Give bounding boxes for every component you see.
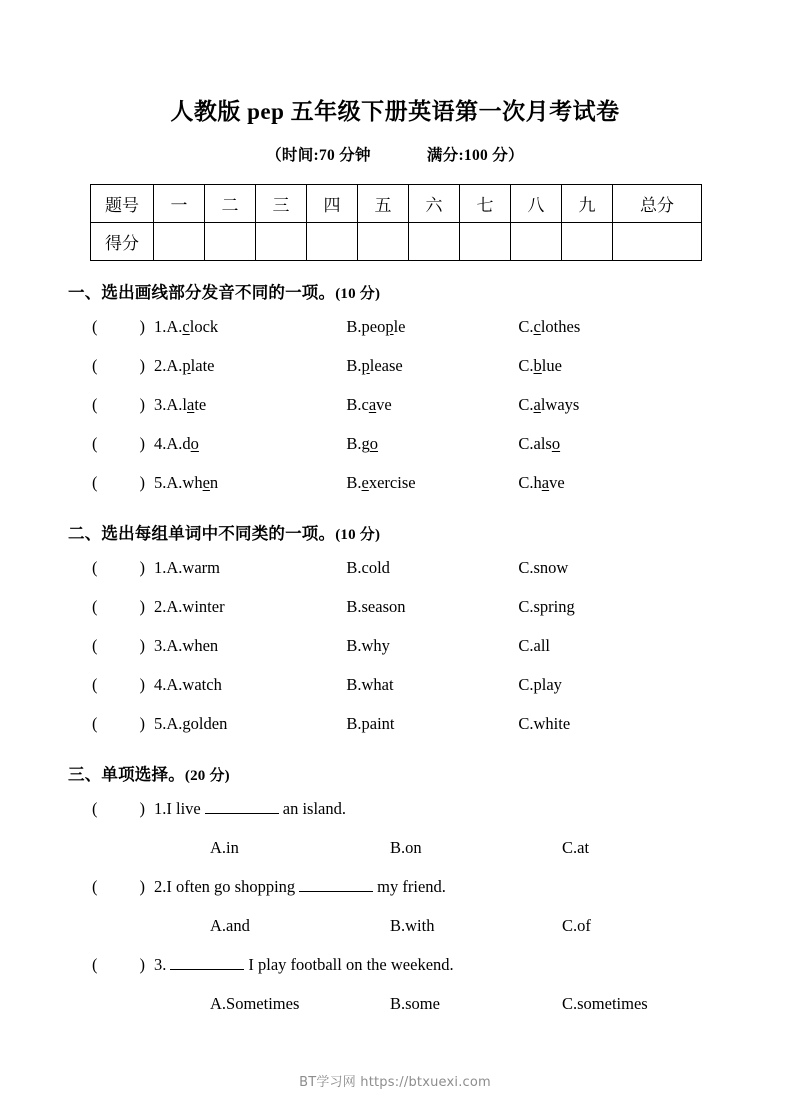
score-cell-5[interactable]	[358, 222, 409, 260]
option-a-post: lock	[189, 316, 219, 336]
option-a[interactable]: A.golden	[166, 713, 228, 733]
option-b-pre: B.	[346, 472, 362, 492]
question-row[interactable]	[48, 548, 742, 587]
option-a-pre: A.l	[166, 394, 187, 414]
answer-bracket[interactable]: ( )	[92, 355, 145, 375]
option-a[interactable]	[166, 385, 346, 424]
option-c[interactable]: C.spring	[518, 596, 575, 616]
section-three-heading	[48, 761, 742, 785]
option-a-underlined: p	[182, 355, 191, 375]
exam-time: （时间:70 分钟	[266, 146, 371, 164]
score-table-header-total: 总分	[613, 184, 702, 222]
question-row[interactable]	[48, 626, 742, 665]
answer-bracket[interactable]: ( )	[92, 394, 145, 414]
option-b[interactable]: B.paint	[346, 713, 395, 733]
option-a[interactable]	[166, 346, 346, 385]
option-b[interactable]: B.with	[390, 915, 435, 935]
option-a-post: te	[194, 394, 207, 414]
exam-total-score: 满分:100 分）	[426, 146, 524, 164]
option-c-pre: C.als	[518, 433, 552, 453]
option-a[interactable]: A.and	[210, 915, 250, 935]
option-a[interactable]: A.watch	[166, 674, 222, 694]
question-number: 1.	[154, 316, 167, 336]
score-table-header-2: 二	[205, 184, 256, 222]
option-c[interactable]	[518, 385, 579, 424]
option-a[interactable]: A.winter	[166, 596, 225, 616]
section-two-title: 二、选出每组单词中不同类的一项。	[68, 523, 336, 543]
option-c-underlined: a	[541, 472, 550, 492]
score-table-header-6: 六	[409, 184, 460, 222]
score-cell-total[interactable]	[613, 222, 702, 260]
answer-bracket[interactable]: ( )	[92, 316, 145, 336]
question-row[interactable]	[48, 463, 742, 502]
question-row[interactable]	[48, 385, 742, 424]
option-c[interactable]: C.play	[518, 674, 562, 694]
option-a[interactable]	[166, 424, 346, 463]
option-b[interactable]: B.cold	[346, 557, 390, 577]
option-c[interactable]: C.of	[562, 915, 591, 935]
question-number: 5.	[154, 713, 167, 733]
option-c[interactable]	[518, 463, 564, 502]
score-cell-6[interactable]	[409, 222, 460, 260]
option-b-pre: B.peo	[346, 316, 386, 336]
section-two	[48, 520, 742, 743]
section-three-points: (20 分)	[184, 767, 230, 784]
answer-bracket[interactable]: ( )	[92, 876, 145, 896]
option-b[interactable]	[346, 307, 518, 346]
answer-bracket[interactable]: ( )	[92, 798, 145, 818]
score-cell-4[interactable]	[307, 222, 358, 260]
option-a[interactable]: A.in	[210, 837, 239, 857]
question-number: 5.	[154, 472, 167, 492]
option-b-post: le	[393, 316, 406, 336]
option-b[interactable]: B.on	[390, 837, 422, 857]
answer-bracket[interactable]: ( )	[92, 954, 145, 974]
score-cell-9[interactable]	[562, 222, 613, 260]
question-stem-pre: I often go shopping	[166, 876, 296, 896]
score-table-row-label-question: 题号	[91, 184, 154, 222]
option-c[interactable]: C.snow	[518, 557, 569, 577]
option-b[interactable]: B.why	[346, 635, 390, 655]
option-a-underlined: a	[187, 394, 195, 414]
option-a-post: late	[190, 355, 215, 375]
option-c[interactable]: C.all	[518, 635, 550, 655]
option-b[interactable]	[346, 463, 518, 502]
option-b[interactable]: B.what	[346, 674, 394, 694]
option-a-post: n	[209, 472, 219, 492]
section-three-title: 三、单项选择。	[68, 764, 185, 784]
option-a-pre: A.wh	[166, 472, 203, 492]
question-stem-post: I play football on the weekend.	[248, 954, 454, 974]
option-b-post: ve	[376, 394, 392, 414]
table-row-question-numbers	[91, 184, 702, 222]
answer-bracket[interactable]: ( )	[92, 674, 145, 694]
answer-blank[interactable]	[299, 877, 373, 892]
option-c-pre: C.	[518, 355, 534, 375]
option-c-underlined: b	[533, 355, 542, 375]
option-c-underlined: c	[533, 316, 541, 336]
option-b-pre: B.c	[346, 394, 369, 414]
option-b-underlined: e	[361, 472, 369, 492]
option-c-underlined: a	[533, 394, 541, 414]
question-number: 4.	[154, 433, 167, 453]
option-a-pre: A.d	[166, 433, 191, 453]
option-b-post: lease	[369, 355, 403, 375]
question-stem-row[interactable]	[48, 867, 742, 906]
question-number: 1.	[154, 798, 167, 818]
option-c-post: lothes	[540, 316, 581, 336]
score-table-header-3: 三	[256, 184, 307, 222]
question-number: 3.	[154, 394, 167, 414]
option-c[interactable]: C.sometimes	[562, 993, 648, 1013]
option-b[interactable]: B.some	[390, 993, 440, 1013]
option-c-pre: C.h	[518, 472, 542, 492]
score-table-header-9: 九	[562, 184, 613, 222]
answer-bracket[interactable]: ( )	[92, 596, 145, 616]
question-options-row[interactable]	[48, 828, 742, 867]
option-b-post: xercise	[368, 472, 416, 492]
score-cell-1[interactable]	[154, 222, 205, 260]
question-stem-pre: I live	[166, 798, 201, 818]
score-cell-8[interactable]	[511, 222, 562, 260]
section-one	[48, 279, 742, 502]
answer-blank[interactable]	[170, 955, 244, 970]
option-a[interactable]: A.when	[166, 635, 219, 655]
section-two-points: (10 分)	[335, 526, 381, 543]
answer-bracket[interactable]: ( )	[92, 472, 145, 492]
question-row[interactable]	[48, 665, 742, 704]
score-table-header-5: 五	[358, 184, 409, 222]
question-number: 1.	[154, 557, 167, 577]
option-b[interactable]	[346, 385, 518, 424]
option-b-pre: B.g	[346, 433, 370, 453]
answer-bracket[interactable]: ( )	[92, 557, 145, 577]
option-b-underlined: a	[368, 394, 377, 414]
exam-subtitle	[48, 127, 742, 165]
question-number: 2.	[154, 355, 167, 375]
question-stem-post: an island.	[282, 798, 346, 818]
option-b[interactable]: B.season	[346, 596, 406, 616]
option-c[interactable]	[518, 346, 562, 385]
question-stem-row[interactable]	[48, 789, 742, 828]
question-options-row[interactable]	[48, 906, 742, 945]
option-a[interactable]: A.Sometimes	[210, 993, 300, 1013]
answer-blank[interactable]	[205, 799, 279, 814]
option-c-underlined: o	[551, 433, 561, 453]
option-b-underlined: p	[361, 355, 370, 375]
option-a-underlined: c	[182, 316, 190, 336]
answer-bracket[interactable]: ( )	[92, 635, 145, 655]
option-c-pre: C.	[518, 394, 534, 414]
option-b-underlined: p	[385, 316, 394, 336]
section-one-heading	[48, 279, 742, 303]
score-table-header-7: 七	[460, 184, 511, 222]
score-table-header-4: 四	[307, 184, 358, 222]
question-row[interactable]	[48, 307, 742, 346]
section-one-points: (10 分)	[335, 285, 381, 302]
option-c[interactable]: C.at	[562, 837, 590, 857]
question-row[interactable]	[48, 346, 742, 385]
page-title: 人教版 pep 五年级下册英语第一次月考试卷	[170, 99, 620, 124]
option-a-pre: A.	[166, 316, 183, 336]
score-cell-2[interactable]	[205, 222, 256, 260]
option-b[interactable]	[346, 346, 518, 385]
option-c[interactable]	[518, 307, 580, 346]
option-a[interactable]	[166, 463, 346, 502]
option-c-post: lue	[541, 355, 562, 375]
option-a[interactable]	[166, 307, 346, 346]
section-three	[48, 761, 742, 1023]
option-b-underlined: o	[369, 433, 379, 453]
question-stem-row[interactable]	[48, 945, 742, 984]
score-cell-7[interactable]	[460, 222, 511, 260]
option-c-pre: C.	[518, 316, 534, 336]
score-table-row-label-score: 得分	[91, 222, 154, 260]
option-a-underlined: e	[202, 472, 210, 492]
question-number: 2.	[154, 876, 167, 896]
question-stem-post: my friend.	[377, 876, 446, 896]
option-a-underlined: o	[190, 433, 199, 453]
option-b[interactable]	[346, 424, 518, 463]
option-a-pre: A.	[166, 355, 183, 375]
score-cell-3[interactable]	[256, 222, 307, 260]
option-c[interactable]	[518, 424, 560, 463]
question-number: 3.	[154, 635, 167, 655]
section-one-title: 一、选出画线部分发音不同的一项。	[68, 282, 336, 302]
answer-bracket[interactable]: ( )	[92, 713, 145, 733]
option-c[interactable]: C.white	[518, 713, 571, 733]
option-c-post: lways	[540, 394, 580, 414]
section-two-heading	[48, 520, 742, 544]
option-a[interactable]: A.warm	[166, 557, 220, 577]
question-number: 2.	[154, 596, 167, 616]
question-row[interactable]	[48, 587, 742, 626]
score-table-container	[48, 184, 742, 261]
option-c-post: ve	[549, 472, 565, 492]
answer-bracket[interactable]: ( )	[92, 433, 145, 453]
score-table-header-8: 八	[511, 184, 562, 222]
question-number: 4.	[154, 674, 167, 694]
question-options-row[interactable]	[48, 984, 742, 1023]
question-number: 3.	[154, 954, 167, 974]
option-b-pre: B.	[346, 355, 362, 375]
score-table-header-1: 一	[154, 184, 205, 222]
table-row-scores	[91, 222, 702, 260]
footer-watermark: BT学习网 https://btxuexi.com	[299, 1075, 491, 1090]
question-row[interactable]	[48, 704, 742, 743]
question-row[interactable]	[48, 424, 742, 463]
score-table	[90, 184, 702, 261]
